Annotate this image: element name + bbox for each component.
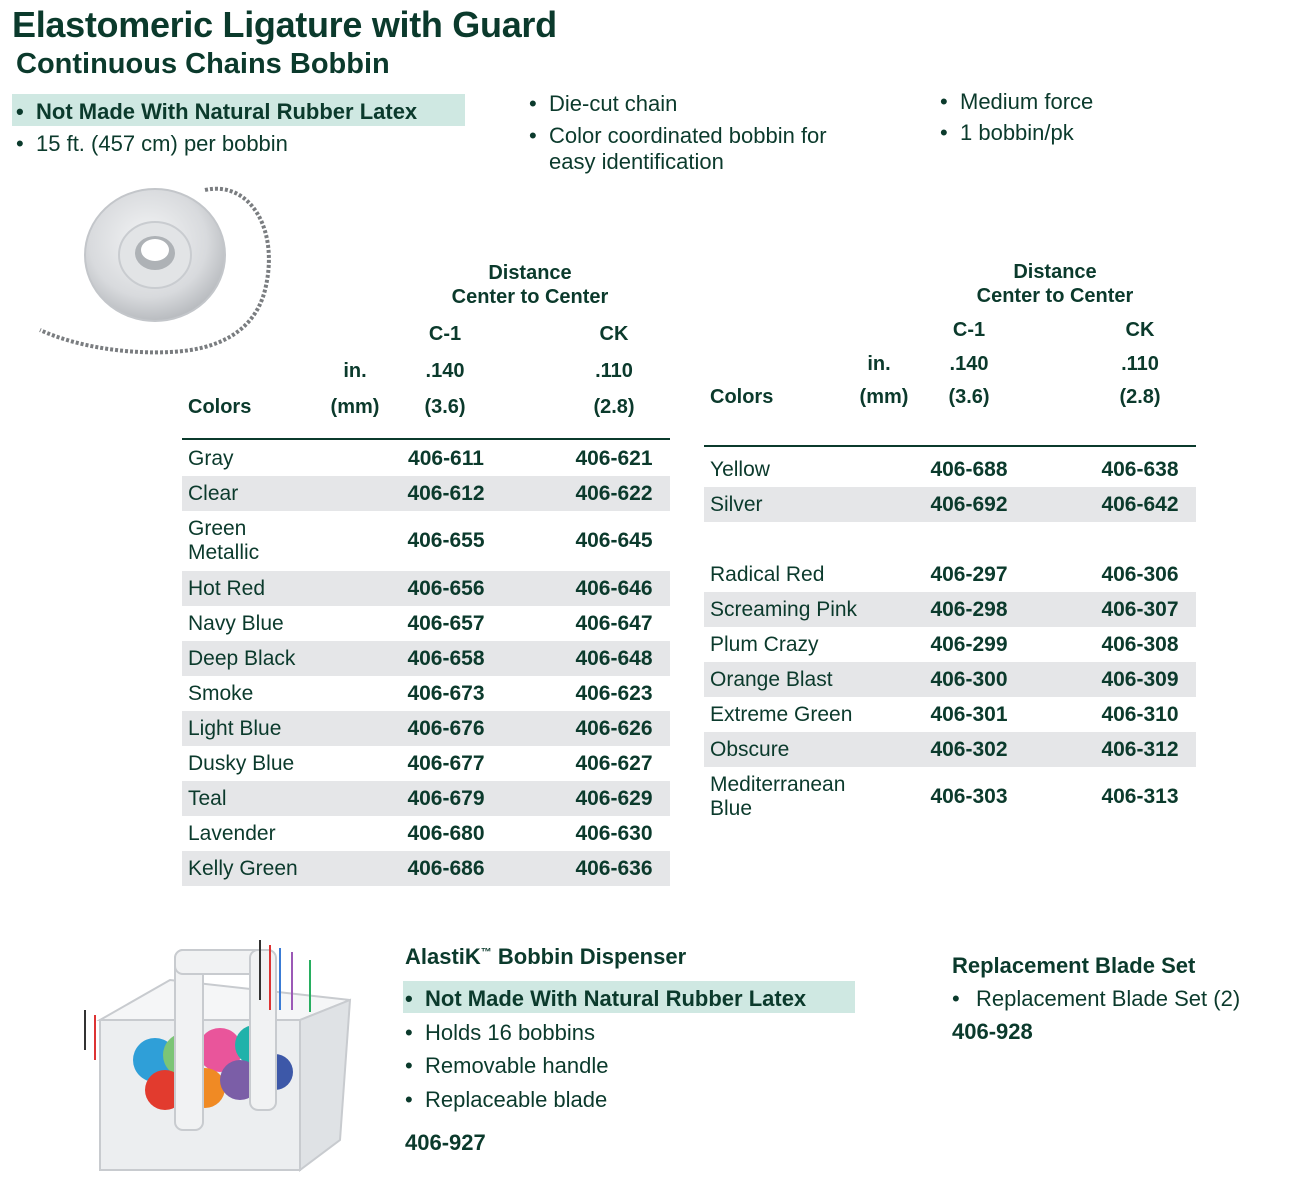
table-row bbox=[704, 732, 1196, 767]
table-row bbox=[182, 641, 670, 676]
dispenser-feature-blade: • Replaceable blade bbox=[405, 1085, 607, 1115]
feature-color-coordinated-2: easy identification bbox=[549, 149, 724, 174]
part-ck: 406-630 bbox=[575, 821, 653, 845]
page-subtitle: Continuous Chains Bobbin bbox=[16, 48, 390, 80]
table-row bbox=[704, 452, 1196, 487]
color-name: Gray bbox=[188, 446, 234, 470]
part-ck: 406-648 bbox=[575, 646, 653, 670]
color-name: Navy Blue bbox=[188, 611, 284, 635]
color-name: Radical Red bbox=[710, 562, 825, 586]
table-row bbox=[182, 816, 670, 851]
part-c1: 406-299 bbox=[930, 632, 1008, 656]
right-header-ck-in: .110 bbox=[1121, 353, 1159, 375]
part-c1: 406-612 bbox=[407, 481, 485, 505]
right-header-c1-in: .140 bbox=[949, 353, 989, 375]
feature-die-cut: • Die-cut chain bbox=[529, 89, 677, 119]
feature-force: • Medium force bbox=[940, 87, 1093, 117]
bullet-icon: • bbox=[529, 123, 537, 148]
color-name: Clear bbox=[188, 481, 239, 505]
table-row bbox=[182, 676, 670, 711]
part-c1: 406-658 bbox=[407, 646, 485, 670]
page-title: Elastomeric Ligature with Guard bbox=[12, 4, 557, 45]
table-row bbox=[704, 767, 1196, 827]
blade-title: Replacement Blade Set bbox=[952, 953, 1196, 978]
dispenser-feature-latex: • Not Made With Natural Rubber Latex bbox=[405, 984, 806, 1014]
color-name: Orange Blast bbox=[710, 667, 833, 691]
part-c1: 406-300 bbox=[930, 667, 1008, 691]
table-row bbox=[182, 511, 670, 571]
part-ck: 406-309 bbox=[1101, 667, 1179, 691]
color-name: Green Metallic bbox=[188, 517, 260, 564]
right-header-mm: (mm) bbox=[859, 386, 909, 408]
bullet-icon: • bbox=[940, 89, 948, 114]
table-row bbox=[182, 711, 670, 746]
left-header-c1: C-1 bbox=[428, 323, 462, 345]
part-ck: 406-623 bbox=[575, 681, 653, 705]
right-header-colors: Colors bbox=[710, 386, 774, 408]
color-name: Teal bbox=[188, 786, 227, 810]
color-name: Obscure bbox=[710, 737, 790, 761]
part-ck: 406-626 bbox=[575, 716, 653, 740]
left-header-distance-1: Distance bbox=[488, 262, 572, 284]
part-c1: 406-298 bbox=[930, 597, 1008, 621]
color-name: Plum Crazy bbox=[710, 632, 819, 656]
feature-length: • 15 ft. (457 cm) per bobbin bbox=[16, 129, 288, 159]
left-header-c1-mm: (3.6) bbox=[424, 396, 466, 418]
part-c1: 406-673 bbox=[407, 681, 485, 705]
bullet-icon: • bbox=[529, 91, 537, 116]
part-ck: 406-638 bbox=[1101, 457, 1179, 481]
right-header-distance-1: Distance bbox=[1013, 261, 1097, 283]
table-row bbox=[704, 487, 1196, 522]
part-c1: 406-611 bbox=[408, 446, 484, 470]
table-row bbox=[182, 571, 670, 606]
right-header-ck-mm: (2.8) bbox=[1119, 386, 1161, 408]
part-c1: 406-656 bbox=[407, 576, 485, 600]
part-c1: 406-303 bbox=[930, 785, 1008, 808]
bullet-icon: • bbox=[16, 99, 24, 124]
part-ck: 406-308 bbox=[1101, 632, 1179, 656]
left-header-distance-2: Center to Center bbox=[451, 286, 609, 308]
part-ck: 406-313 bbox=[1101, 785, 1179, 808]
bullet-icon: • bbox=[952, 986, 960, 1011]
color-name: Yellow bbox=[710, 457, 770, 481]
color-name: Silver bbox=[710, 492, 763, 516]
right-header-c1-mm: (3.6) bbox=[948, 386, 990, 408]
feature-pack: • 1 bobbin/pk bbox=[940, 118, 1074, 148]
dispenser-title: AlastiK™ Bobbin Dispenser bbox=[405, 944, 687, 969]
part-ck: 406-642 bbox=[1101, 492, 1179, 516]
table-row bbox=[704, 627, 1196, 662]
bullet-icon: • bbox=[405, 1020, 413, 1045]
bullet-icon: • bbox=[405, 1087, 413, 1112]
table-row bbox=[704, 592, 1196, 627]
color-name: Screaming Pink bbox=[710, 597, 858, 621]
right-header-distance-2: Center to Center bbox=[976, 285, 1134, 307]
left-header-c1-in: .140 bbox=[425, 360, 465, 382]
bobbin-image bbox=[30, 170, 280, 360]
color-name: Hot Red bbox=[188, 576, 266, 600]
table-row bbox=[182, 851, 670, 886]
bullet-icon: • bbox=[940, 120, 948, 145]
part-ck: 406-645 bbox=[575, 529, 653, 552]
table-row bbox=[182, 781, 670, 816]
part-c1: 406-677 bbox=[407, 751, 485, 775]
part-ck: 406-306 bbox=[1101, 562, 1179, 586]
part-c1: 406-657 bbox=[407, 611, 485, 635]
part-c1: 406-297 bbox=[930, 562, 1008, 586]
part-c1: 406-679 bbox=[407, 786, 485, 810]
part-c1: 406-692 bbox=[930, 492, 1008, 516]
blade-part-number: 406-928 bbox=[952, 1019, 1033, 1044]
color-name: Kelly Green bbox=[188, 856, 298, 880]
left-header-colors: Colors bbox=[188, 396, 252, 418]
table-row bbox=[704, 697, 1196, 732]
part-ck: 406-646 bbox=[575, 576, 653, 600]
right-header-in: in. bbox=[867, 353, 891, 375]
left-header-ck-mm: (2.8) bbox=[593, 396, 635, 418]
table-row bbox=[182, 441, 670, 476]
table-row bbox=[182, 606, 670, 641]
dispenser-feature-handle: • Removable handle bbox=[405, 1051, 608, 1081]
part-c1: 406-686 bbox=[407, 856, 485, 880]
bullet-icon: • bbox=[16, 131, 24, 156]
part-c1: 406-680 bbox=[407, 821, 485, 845]
part-ck: 406-310 bbox=[1101, 702, 1179, 726]
right-table-rule bbox=[704, 445, 1196, 447]
color-name: Lavender bbox=[188, 821, 276, 845]
part-ck: 406-629 bbox=[575, 786, 653, 810]
blade-feature: • Replacement Blade Set (2) bbox=[952, 984, 1240, 1014]
dispenser-feature-holds: • Holds 16 bobbins bbox=[405, 1018, 595, 1048]
left-header-mm: (mm) bbox=[330, 396, 380, 418]
right-table bbox=[704, 452, 1196, 842]
table-row bbox=[704, 557, 1196, 592]
dispenser-image bbox=[70, 940, 360, 1190]
part-c1: 406-688 bbox=[930, 457, 1008, 481]
part-c1: 406-301 bbox=[930, 702, 1008, 726]
left-table-rule bbox=[182, 438, 670, 440]
left-header-ck: CK bbox=[599, 323, 629, 345]
table-row bbox=[182, 746, 670, 781]
color-name: Light Blue bbox=[188, 716, 282, 740]
part-ck: 406-312 bbox=[1101, 737, 1179, 761]
right-header-c1: C-1 bbox=[952, 319, 986, 341]
left-header-in: in. bbox=[343, 360, 367, 382]
color-name: Deep Black bbox=[188, 646, 296, 670]
part-ck: 406-307 bbox=[1101, 597, 1179, 621]
part-ck: 406-636 bbox=[575, 856, 653, 880]
table-row bbox=[182, 476, 670, 511]
part-ck: 406-621 bbox=[575, 446, 653, 470]
part-c1: 406-655 bbox=[407, 529, 485, 552]
left-header-ck-in: .110 bbox=[595, 360, 633, 382]
color-name: Dusky Blue bbox=[188, 751, 295, 775]
part-ck: 406-647 bbox=[575, 611, 653, 635]
part-ck: 406-627 bbox=[575, 751, 653, 775]
color-name: Extreme Green bbox=[710, 702, 853, 726]
right-header-ck: CK bbox=[1125, 319, 1155, 341]
feature-latex: • Not Made With Natural Rubber Latex bbox=[16, 97, 417, 127]
part-ck: 406-622 bbox=[575, 481, 653, 505]
table-row bbox=[704, 662, 1196, 697]
dispenser-part-number: 406-927 bbox=[405, 1130, 486, 1155]
feature-color-coordinated: • Color coordinated bobbin for bbox=[529, 121, 827, 151]
color-name: Smoke bbox=[188, 681, 254, 705]
bullet-icon: • bbox=[405, 986, 413, 1011]
bullet-icon: • bbox=[405, 1053, 413, 1078]
part-c1: 406-676 bbox=[407, 716, 485, 740]
color-name: Mediterranean Blue bbox=[710, 773, 846, 820]
left-table bbox=[182, 441, 670, 891]
part-c1: 406-302 bbox=[930, 737, 1008, 761]
